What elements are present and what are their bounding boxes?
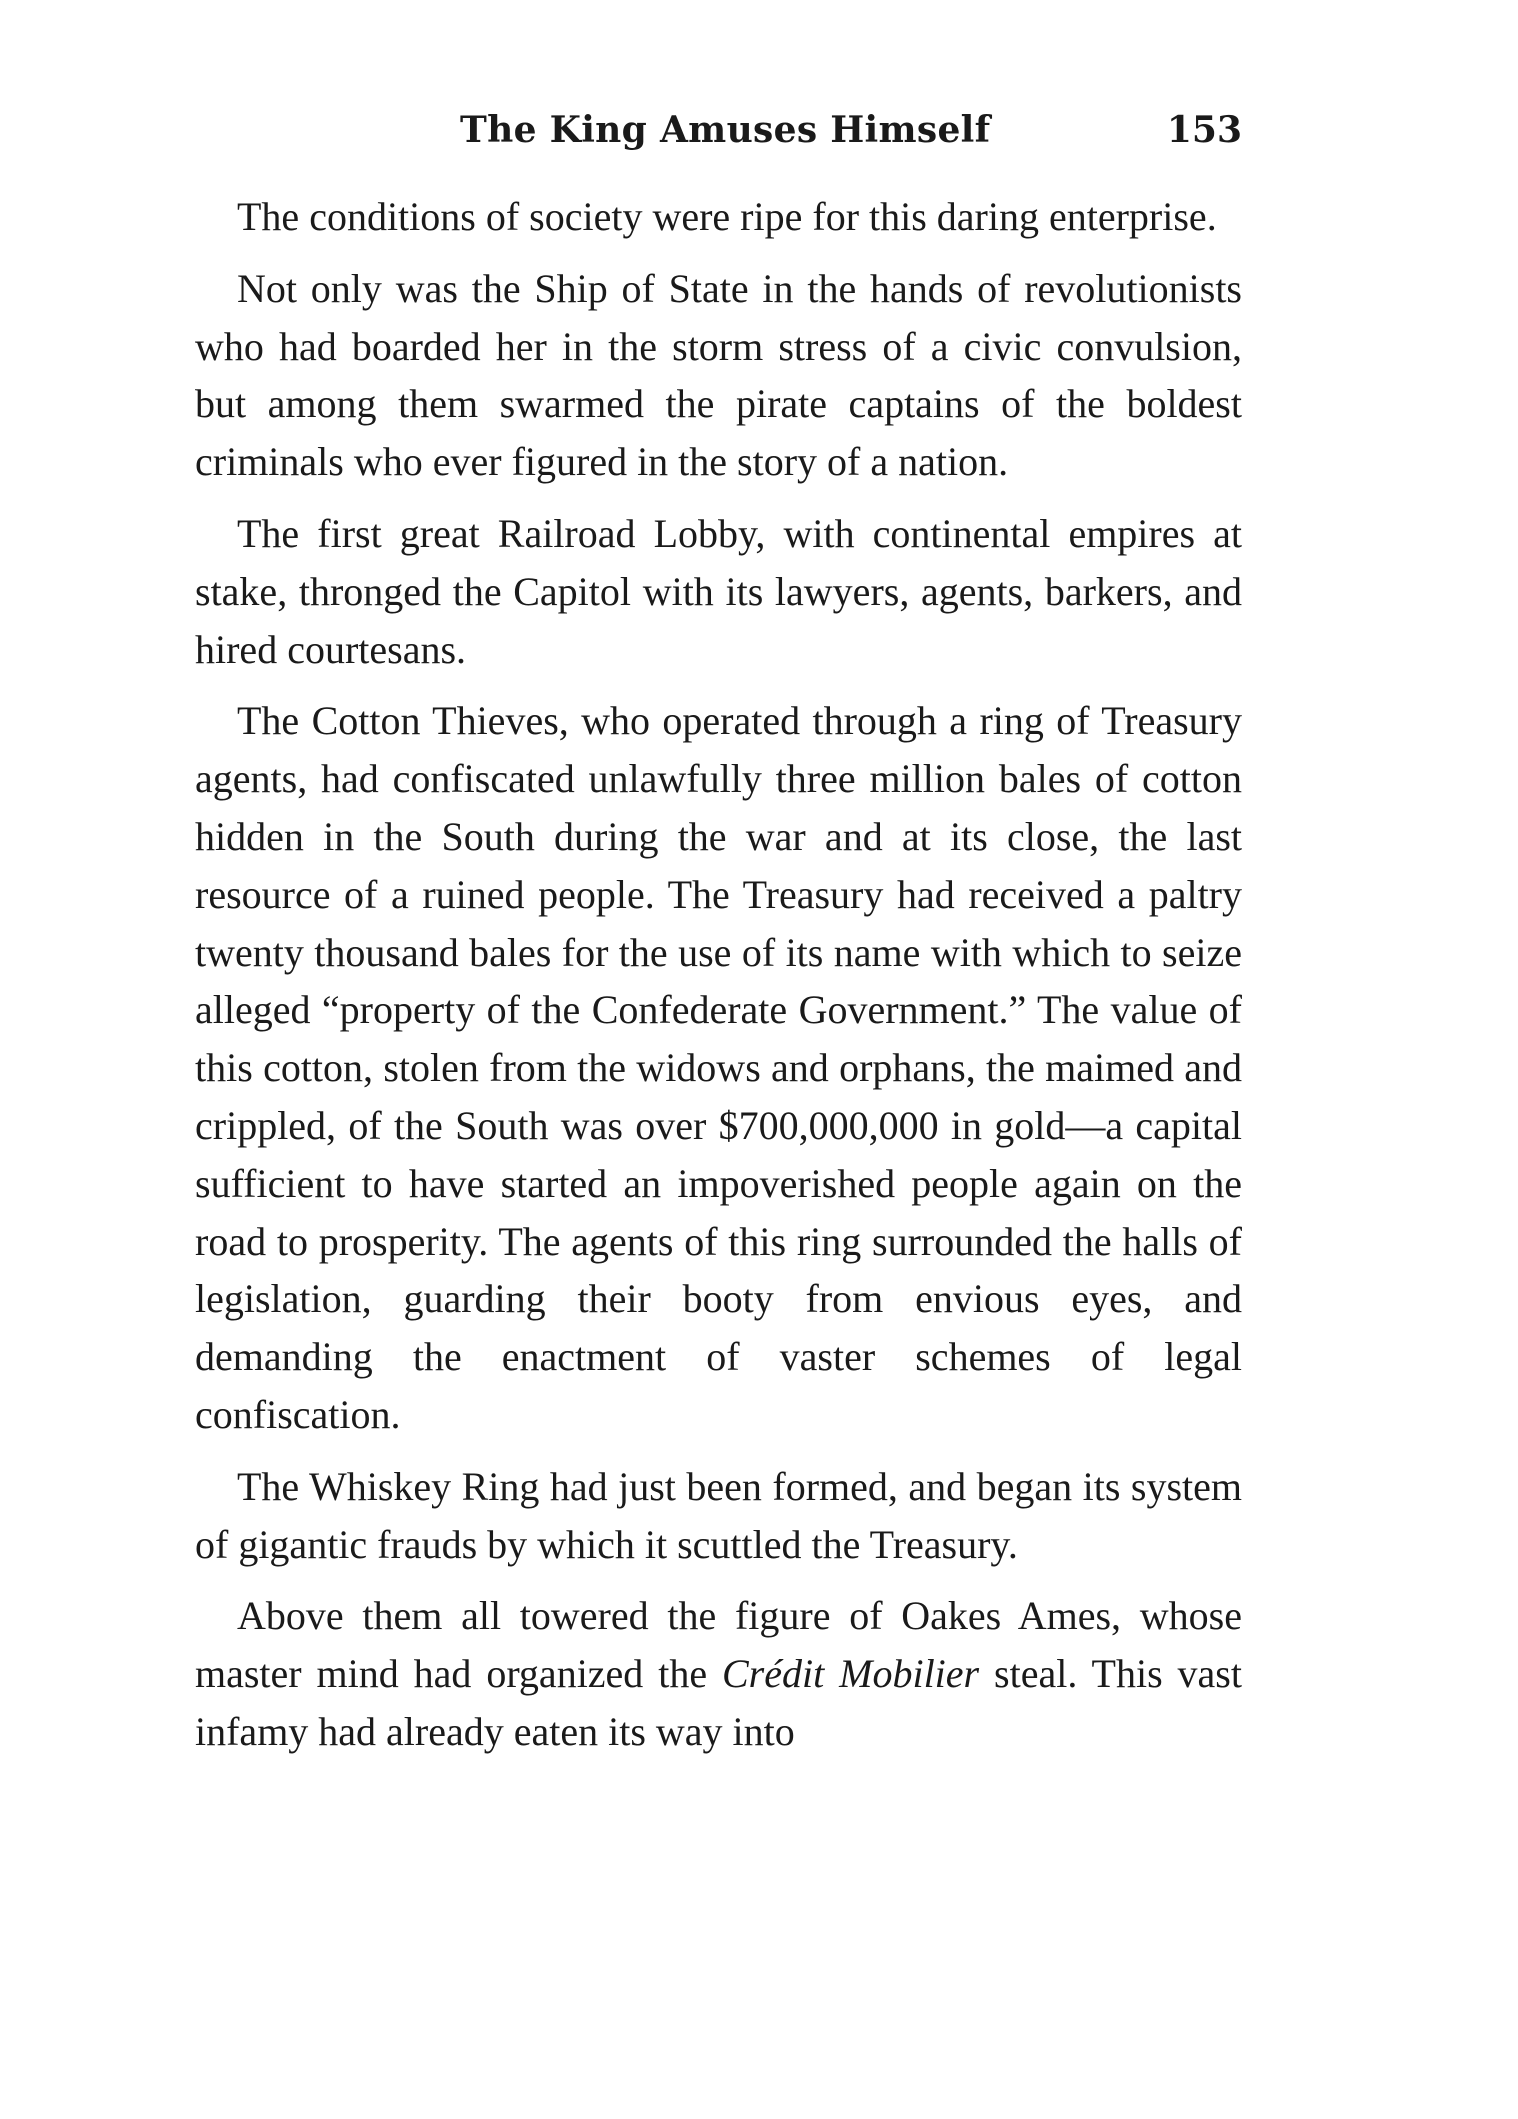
paragraph: Not only was the Ship of State in the hands of revolutionists who had boarded her in the storm stress of a civic convulsion, but among them swarmed the pirate captains of the boldest criminals who ever figured in the story of a nation. [195,265,1242,485]
paragraph-text: steal. This vast infamy had already eaten its way into [195,1651,1242,1754]
running-head [195,100,1242,160]
paragraph [195,1587,1242,1760]
italic-term: Crédit Mobilier [722,1651,980,1697]
book-page [195,100,1242,1761]
body-text [195,188,1242,1761]
paragraph: The first great Railroad Lobby, with continental empires at stake, thronged the Capitol with its lawyers, agents, barkers, and hired courtesans. [195,510,1242,672]
paragraph-text: Above them all towered the figure of Oakes Ames, whose master mind had organized the [195,1593,1242,1697]
running-title: The King Amuses Himself [460,109,991,151]
paragraph: The conditions of society were ripe for this daring enterprise. [237,194,1217,239]
paragraph: The Cotton Thieves, who operated through a ring of Treasury agents, had confiscated unlawfully three million bales of cotton hidden in the South during the war and at its close, the last resource of a ruined people. The Treasury had received a paltry twenty thousand bales for the use of its name with which to seize alleged “property of the Confederate Government.” The value of this cotton, stolen from the widows and orphans, the maimed and crippled, of the South was over $700,000,000 in gold—a capital sufficient to have started an impoverished people again on the road to prosperity. The agents of this ring surrounded the halls of legislation, guarding their booty from envious eyes, and demanding the enactment of vaster schemes of legal confiscation. [195,698,1242,1437]
page-number: 153 [1166,109,1242,151]
paragraph: The Whiskey Ring had just been formed, and began its system of gigantic frauds by which it scuttled the Treasury. [195,1463,1242,1567]
